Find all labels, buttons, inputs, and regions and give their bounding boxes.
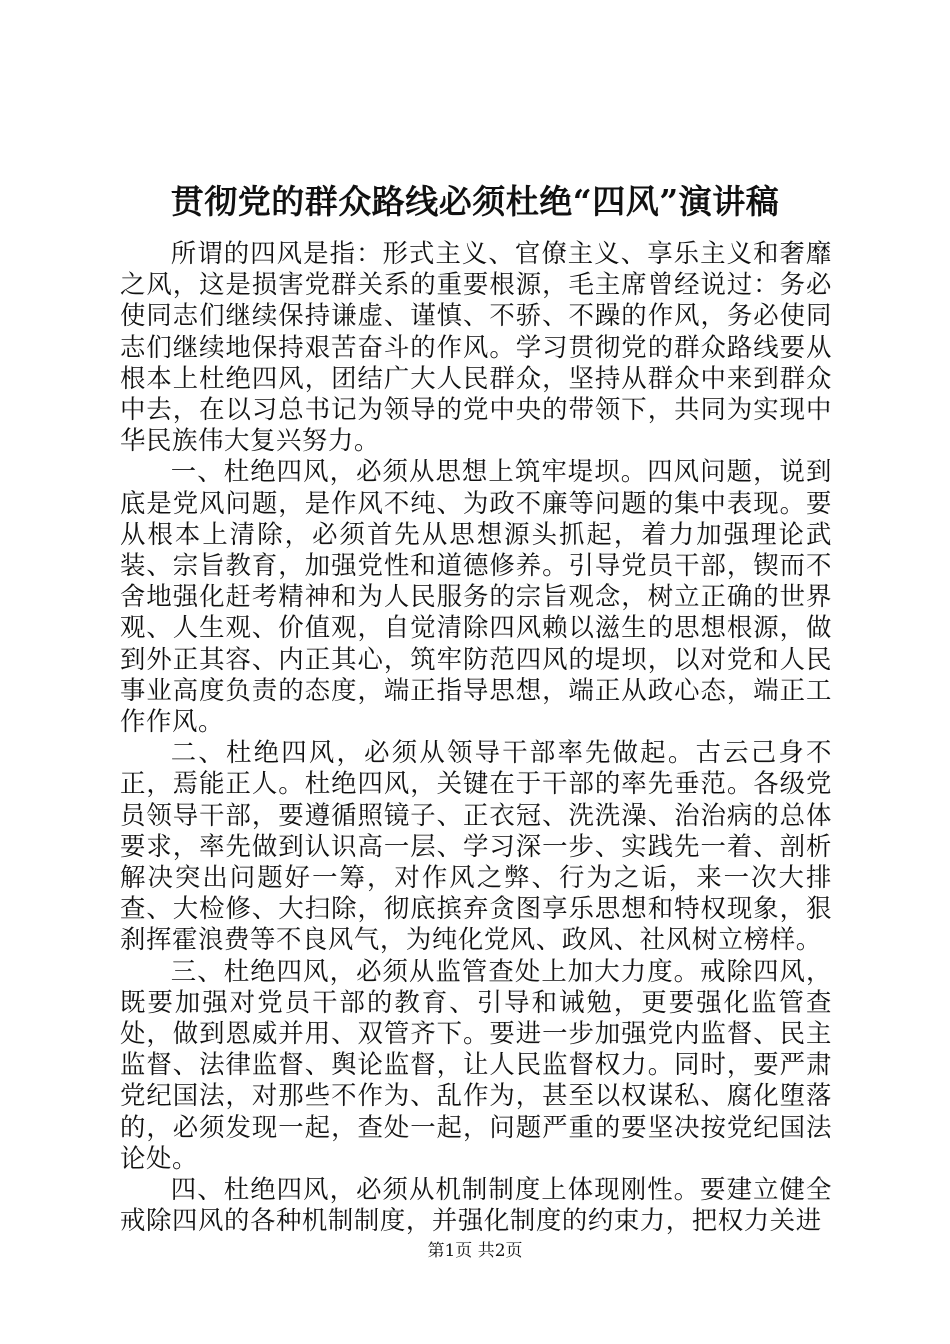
page-number-footer: 第1页 共2页 — [427, 1241, 523, 1261]
paragraph-point-3: 三、杜绝四风，必须从监管查处上加大力度。戒除四风，既要加强对党员干部的教育、引导和诫勉，更要强化监管查处，做到恩威并用、双管齐下。要进一步加强党内监督、民主监督、法律监督、舆论监督，让人民监督权力。同时，要严肃党纪国法，对那些不作为、乱作为，甚至以权谋私、腐化堕落的，必须发现一起，查处一起，问题严重的要坚决按党纪国法论处。 — [120, 955, 832, 1173]
paragraph-point-2: 二、杜绝四风，必须从领导干部率先做起。古云己身不正，焉能正人。杜绝四风，关键在于干部的率先垂范。各级党员领导干部，要遵循照镜子、正衣冠、洗洗澡、治治病的总体要求，率先做到认识高一层、学习深一步、实践先一着、剖析解决突出问题好一筹，对作风之弊、行为之诟，来一次大排查、大检修、大扫除，彻底摈弃贪图享乐思想和特权现象，狠刹挥霍浪费等不良风气，为纯化党风、政风、社风树立榜样。 — [120, 737, 832, 955]
document-body — [120, 238, 832, 1237]
document-title: 贯彻党的群众路线必须杜绝“四风”演讲稿 — [170, 182, 780, 221]
paragraph-intro: 所谓的四风是指：形式主义、官僚主义、享乐主义和奢靡之风，这是损害党群关系的重要根源，毛主席曾经说过：务必使同志们继续保持谦虚、谨慎、不骄、不躁的作风，务必使同志们继续地保持艰苦奋斗的作风。学习贯彻党的群众路线要从根本上杜绝四风，团结广大人民群众，坚持从群众中来到群众中去，在以习总书记为领导的党中央的带领下，共同为实现中华民族伟大复兴努力。 — [120, 238, 832, 456]
paragraph-point-1: 一、杜绝四风，必须从思想上筑牢堤坝。四风问题，说到底是党风问题，是作风不纯、为政不廉等问题的集中表现。要从根本上清除，必须首先从思想源头抓起，着力加强理论武装、宗旨教育，加强党性和道德修养。引导党员干部，锲而不舍地强化赶考精神和为人民服务的宗旨观念，树立正确的世界观、人生观、价值观，自觉清除四风赖以滋生的思想根源，做到外正其容、内正其心，筑牢防范四风的堤坝，以对党和人民事业高度负责的态度，端正指导思想，端正从政心态，端正工作作风。 — [120, 456, 832, 737]
paragraph-point-4: 四、杜绝四风，必须从机制制度上体现刚性。要建立健全戒除四风的各种机制制度，并强化制度的约束力，把权力关进 — [120, 1174, 832, 1236]
